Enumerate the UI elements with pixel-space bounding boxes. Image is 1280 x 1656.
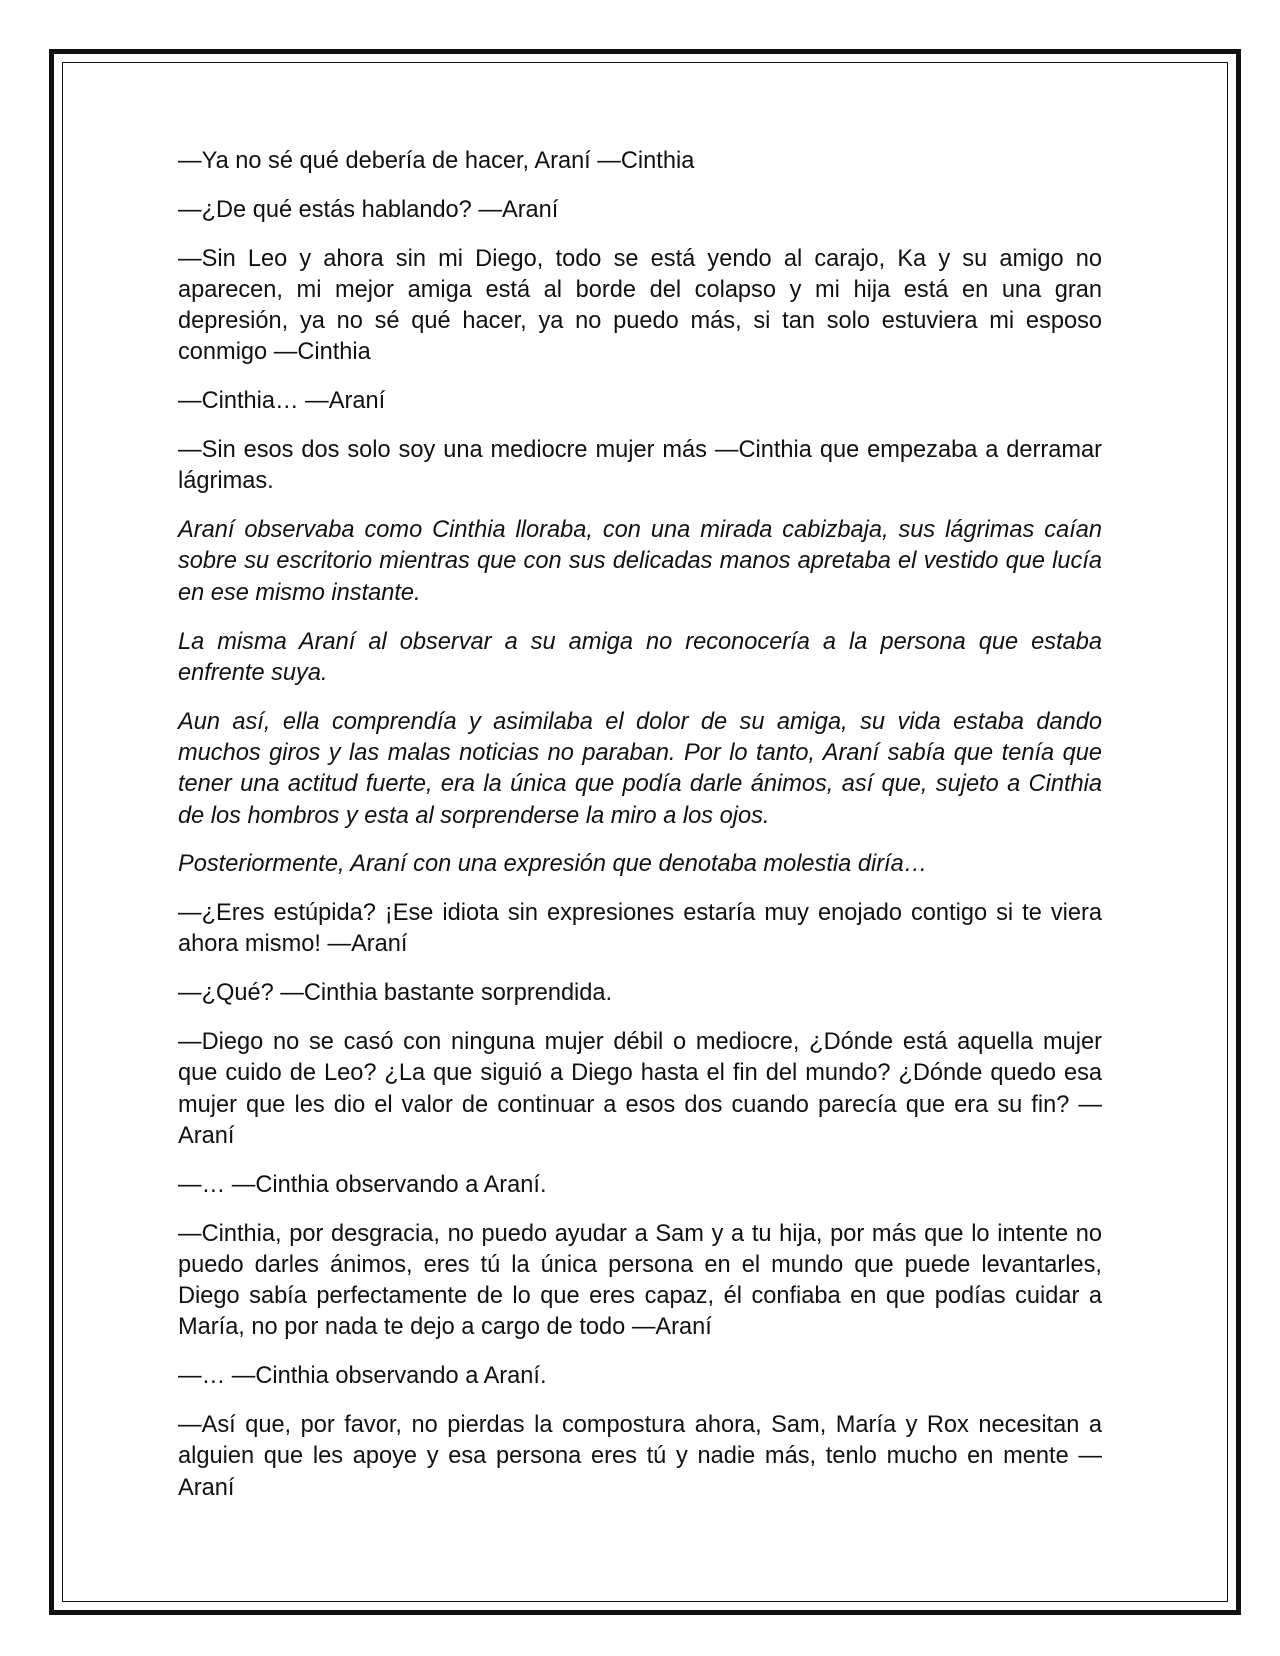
paragraph: —Sin esos dos solo soy una mediocre mujer más —Cinthia que empezaba a derramar lágrimas.: [178, 437, 1102, 495]
paragraph: —Así que, por favor, no pierdas la compostura ahora, Sam, María y Rox necesitan a alguien que les apoye y esa persona eres tú y nadie más, tenlo mucho en mente —Araní: [178, 1412, 1102, 1501]
paragraph: Posteriormente, Araní con una expresión que denotaba molestia diría…: [178, 851, 928, 878]
paragraph: —Diego no se casó con ninguna mujer débil o mediocre, ¿Dónde está aquella mujer que cuido de Leo? ¿La que siguió a Diego hasta el fin del mundo? ¿Dónde quedo esa mujer que les dio el valor de continuar a esos dos cuando parecía que era su fin? —Araní: [178, 1029, 1102, 1149]
paragraph: —¿Qué? —Cinthia bastante sorprendida.: [178, 980, 613, 1007]
paragraph: La misma Araní al observar a su amiga no reconocería a la persona que estaba enfrente suya.: [178, 628, 1102, 686]
paragraph: —¿De qué estás hablando? —Araní: [178, 196, 559, 223]
page-body-text: [178, 146, 1102, 1521]
paragraph: —… —Cinthia observando a Araní.: [178, 1171, 547, 1198]
paragraph: Araní observaba como Cinthia lloraba, con una mirada cabizbaja, sus lágrimas caían sobre su escritorio mientras que con sus delicadas manos apretaba el vestido que lucía en ese mismo instante.: [178, 517, 1102, 606]
paragraph: —Cinthia, por desgracia, no puedo ayudar a Sam y a tu hija, por más que lo intente no puedo darles ánimos, eres tú la única persona en el mundo que puede levantarles, Diego sabía perfectamente de lo que eres capaz, él confiaba en que podías cuidar a María, no por nada te dejo a cargo de todo —Araní: [178, 1220, 1102, 1341]
paragraph: —Sin Leo y ahora sin mi Diego, todo se está yendo al carajo, Ka y su amigo no aparecen, mi mejor amiga está al borde del colapso y mi hija está en una gran depresión, ya no sé qué hacer, ya no puedo más, si tan solo estuviera mi esposo conmigo —Cinthia: [178, 245, 1102, 366]
paragraph: —Cinthia… —Araní: [178, 388, 386, 415]
paragraph: —¿Eres estúpida? ¡Ese idiota sin expresiones estaría muy enojado contigo si te viera ahora mismo! —Araní: [178, 900, 1102, 958]
paragraph: —… —Cinthia observando a Araní.: [178, 1363, 547, 1390]
paragraph: —Ya no sé qué debería de hacer, Araní —Cinthia: [178, 148, 695, 174]
paragraph: Aun así, ella comprendía y asimilaba el dolor de su amiga, su vida estaba dando muchos giros y las malas noticias no paraban. Por lo tanto, Araní sabía que tenía que tener una actitud fuerte, era la única que podía darle ánimos, así que, sujeto a Cinthia de los hombros y esta al sorprenderse la miro a los ojos.: [178, 708, 1102, 829]
